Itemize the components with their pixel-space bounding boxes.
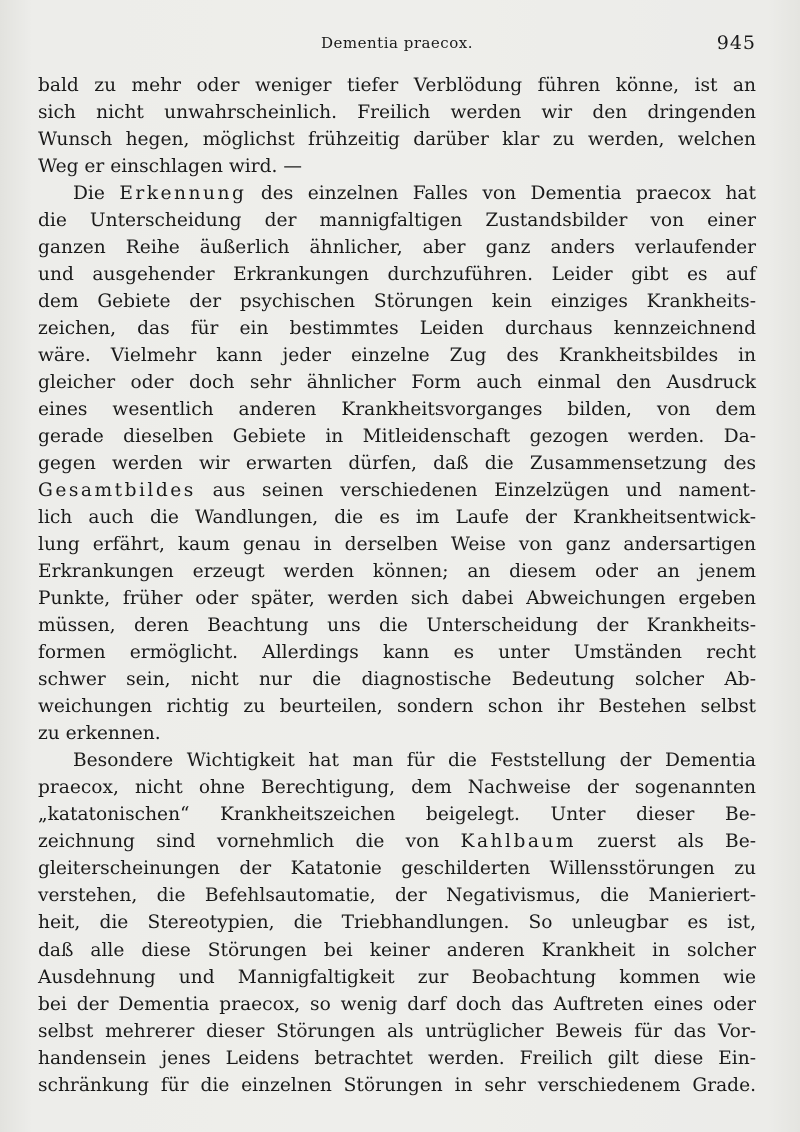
text-run: müssen, deren Beachtung uns die Unterscheidung der Krankheits- [38, 615, 756, 637]
text-run: eines wesentlich anderen Krankheitsvorganges bilden, von dem [38, 399, 756, 421]
text-run: Ausdehnung und Mannigfaltigkeit zur Beobachtung kommen wie [38, 966, 756, 988]
text-line [38, 396, 756, 423]
text-line [38, 1045, 756, 1072]
text-run: daß alle diese Störungen bei keiner anderen Krankheit in solcher [38, 939, 756, 961]
emphasized-term: Erkennung [119, 183, 247, 205]
text-line [38, 801, 756, 828]
text-run: zeichnung sind vornehmlich die von [38, 831, 461, 853]
text-run: bei der Dementia praecox, so wenig darf doch das Auftreten eines oder [38, 993, 756, 1015]
text-line [38, 207, 756, 234]
text-run: zuerst als Be- [576, 831, 756, 853]
text-line [38, 937, 756, 964]
text-run: die Unterscheidung der mannigfaltigen Zustandsbilder von einer [38, 210, 756, 232]
text-run: sich nicht unwahrscheinlich. Freilich werden wir den dringenden [38, 102, 756, 124]
text-run: verstehen, die Befehlsautomatie, der Negativismus, die Manieriert- [38, 885, 756, 907]
text-run: Weg er einschlagen wird. — [38, 156, 302, 178]
text-run: gegen werden wir erwarten dürfen, daß die Zusammensetzung des [38, 453, 756, 475]
text-line [38, 774, 756, 801]
text-line [38, 693, 756, 720]
text-run: selbst mehrerer dieser Störungen als untrüglicher Beweis für das Vor- [38, 1020, 756, 1042]
text-line [38, 99, 756, 126]
text-line [38, 126, 756, 153]
text-line [38, 153, 756, 180]
text-line [38, 747, 756, 774]
text-run: Besondere Wichtigkeit hat man für die Feststellung der Dementia [73, 750, 756, 772]
paragraph [38, 180, 756, 747]
text-run: wäre. Vielmehr kann jeder einzelne Zug des Krankheitsbildes in [38, 345, 756, 367]
text-run: und ausgehender Erkrankungen durchzuführen. Leider gibt es auf [38, 264, 756, 286]
text-line [38, 72, 756, 99]
text-line [38, 909, 756, 936]
text-run: schränkung für die einzelnen Störungen in sehr verschiedenem Grade. [38, 1074, 756, 1096]
running-title: Dementia praecox. [321, 34, 473, 52]
text-run: „katatonischen“ Krankheitszeichen beigelegt. Unter dieser Be- [38, 804, 756, 826]
text-line [38, 720, 756, 747]
text-line [38, 234, 756, 261]
text-run: praecox, nicht ohne Berechtigung, dem Nachweise der sogenannten [38, 777, 756, 799]
text-run: schwer sein, nicht nur die diagnostische Bedeutung solcher Ab- [38, 669, 756, 691]
emphasized-term: Gesamtbildes [38, 480, 196, 502]
text-line [38, 612, 756, 639]
text-line [38, 423, 756, 450]
text-line [38, 991, 756, 1018]
text-line [38, 882, 756, 909]
text-run: Punkte, früher oder später, werden sich dabei Abweichungen ergeben [38, 588, 756, 610]
text-line [38, 855, 756, 882]
text-run: Erkrankungen erzeugt werden können; an diesem oder an jenem [38, 561, 756, 583]
text-line [38, 369, 756, 396]
text-line [38, 450, 756, 477]
text-run: weichungen richtig zu beurteilen, sondern schon ihr Bestehen selbst [38, 696, 756, 718]
text-line [38, 315, 756, 342]
text-run: bald zu mehr oder weniger tiefer Verblödung führen könne, ist an [38, 75, 756, 96]
text-line [38, 639, 756, 666]
text-run: des einzelnen Falles von Dementia praecox hat [246, 183, 756, 205]
emphasized-term: Kahlbaum [460, 831, 577, 853]
text-run: gleicher oder doch sehr ähnlicher Form auch einmal den Ausdruck [38, 372, 756, 394]
text-run: dem Gebiete der psychischen Störungen kein einziges Krankheits- [38, 291, 756, 313]
text-line [38, 558, 756, 585]
text-run: handensein jenes Leidens betrachtet werden. Freilich gilt diese Ein- [38, 1047, 756, 1069]
text-run: ganzen Reihe äußerlich ähnlicher, aber ganz anders verlaufender [38, 237, 756, 259]
text-run: zu erkennen. [38, 723, 161, 745]
page-number: 945 [716, 32, 756, 54]
text-line [38, 1072, 756, 1099]
text-line [38, 288, 756, 315]
text-line [38, 666, 756, 693]
paragraph [38, 72, 756, 180]
text-line [38, 828, 756, 855]
body-text [38, 72, 756, 1099]
text-run: formen ermöglicht. Allerdings kann es unter Umständen recht [38, 642, 756, 664]
page-header [38, 32, 756, 56]
text-line [38, 1018, 756, 1045]
text-run: Wunsch hegen, möglichst frühzeitig darüber klar zu werden, welchen [38, 129, 756, 151]
text-line [38, 342, 756, 369]
text-line [38, 504, 756, 531]
text-run: lung erfährt, kaum genau in derselben Weise von ganz andersartigen [38, 534, 756, 556]
text-line [38, 585, 756, 612]
text-run: aus seinen verschiedenen Einzelzügen und nament- [195, 480, 756, 502]
paragraph [38, 747, 756, 1098]
text-line [38, 531, 756, 558]
text-run: heit, die Stereotypien, die Triebhandlungen. So unleugbar es ist, [38, 912, 756, 934]
text-run: gleiterscheinungen der Katatonie geschilderten Willensstörungen zu [38, 858, 756, 880]
text-line [38, 261, 756, 288]
text-run: Die [73, 183, 120, 205]
text-line [38, 477, 756, 504]
text-run: zeichen, das für ein bestimmtes Leiden durchaus kennzeichnend [38, 318, 756, 340]
text-line [38, 180, 756, 207]
text-line [38, 964, 756, 991]
text-run: lich auch die Wandlungen, die es im Laufe der Krankheitsentwick- [38, 507, 756, 529]
text-run: gerade dieselben Gebiete in Mitleidenschaft gezogen werden. Da- [38, 426, 756, 448]
